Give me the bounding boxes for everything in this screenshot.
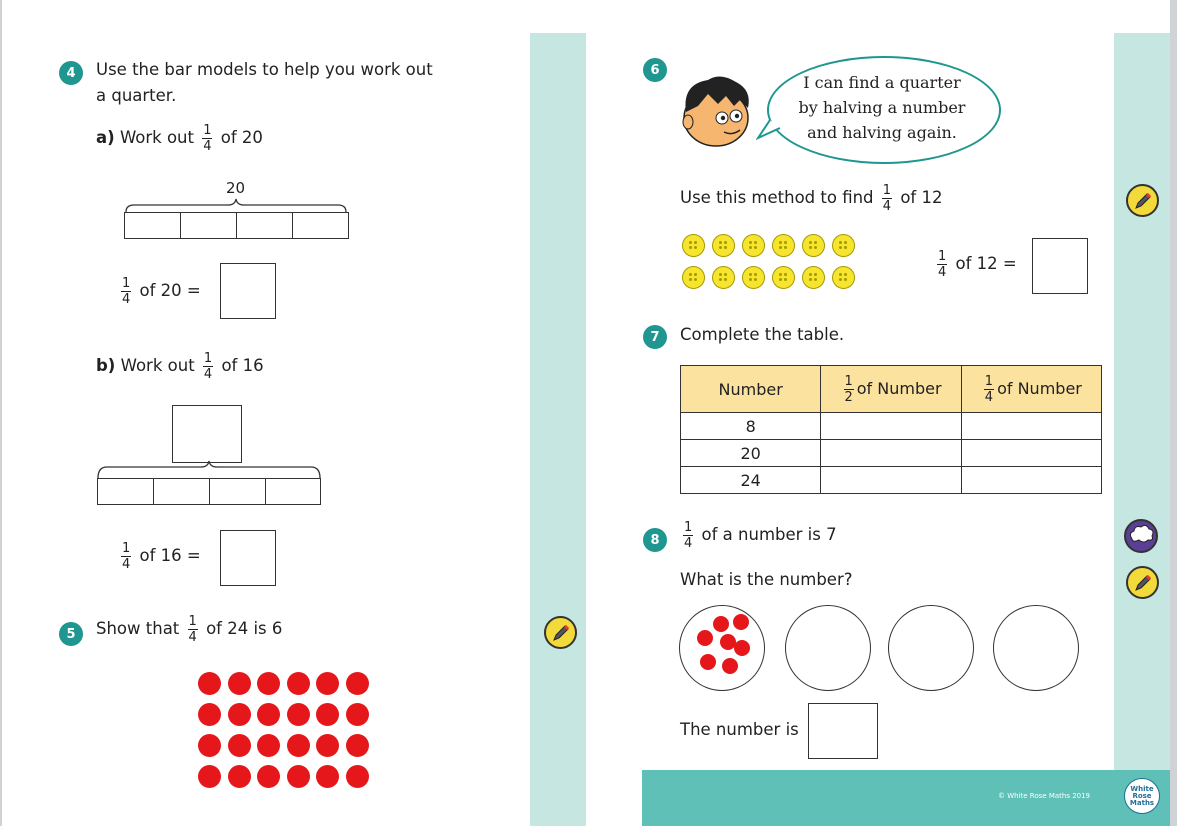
answer-box-4a[interactable] (220, 263, 276, 319)
button-counter (802, 234, 825, 257)
red-counter (198, 672, 221, 695)
button-counter (832, 234, 855, 257)
red-counter (198, 703, 221, 726)
question-4a-suffix: of 20 (220, 128, 263, 147)
question-7-instruction: Complete the table. (680, 325, 845, 344)
question-8-statement (680, 521, 837, 550)
red-counter (713, 616, 729, 632)
bar-model-a-total: 20 (226, 179, 246, 197)
pencil-icon (1126, 566, 1159, 599)
fraction-one-quarter: $\frac{1}{4}$ (122, 276, 131, 307)
table-cell-number: 8 (681, 413, 821, 440)
red-counter (257, 765, 280, 788)
red-counter (228, 703, 251, 726)
table-header-half: $\frac{1}{2}$ of Number (821, 366, 961, 413)
speech-bubble-text (775, 71, 989, 145)
red-counter (734, 640, 750, 656)
footer-band (642, 770, 1170, 826)
question-4b-answer-suffix: of 16 = (139, 546, 201, 565)
bar-model-a-part-4 (292, 212, 349, 239)
speech-line-1: I can find a quarter (803, 73, 961, 92)
table-header-number: Number (681, 366, 821, 413)
question-8-statement-suffix: of a number is 7 (701, 525, 837, 544)
question-4-instruction-line1: Use the bar models to help you work out (96, 60, 433, 79)
fraction-one-quarter: $\frac{1}{4}$ (203, 351, 213, 382)
red-counter (316, 734, 339, 757)
red-counter (733, 614, 749, 630)
question-6-prefix: Use this method to find (680, 188, 874, 207)
question-5-number: 5 (59, 622, 83, 646)
question-8-question: What is the number? (680, 570, 853, 589)
question-7-table (680, 365, 1102, 494)
pencil-icon (1126, 184, 1159, 217)
group-circle-4 (993, 605, 1079, 691)
question-4a-answer-label (118, 277, 201, 306)
table-cell-half-answer[interactable] (821, 413, 961, 440)
button-counter (832, 266, 855, 289)
table-cell-half-answer[interactable] (821, 440, 961, 467)
red-counter (346, 672, 369, 695)
bar-model-a-part-1 (124, 212, 181, 239)
question-6-suffix: of 12 (900, 188, 943, 207)
fraction-one-quarter: $\frac{1}{4}$ (188, 614, 197, 645)
red-counter (700, 654, 716, 670)
side-strip-right (1114, 33, 1170, 826)
red-counter (346, 703, 369, 726)
side-strip-left (530, 33, 586, 826)
red-counter (316, 703, 339, 726)
table-cell-quarter-answer[interactable] (961, 440, 1101, 467)
question-4b-prefix: Work out (120, 356, 195, 375)
red-counter (346, 734, 369, 757)
question-8-number: 8 (643, 528, 667, 552)
red-counter (287, 765, 310, 788)
red-counter (257, 703, 280, 726)
logo-line-2: Rose (1132, 791, 1152, 800)
table-row (681, 413, 1102, 440)
fraction-one-quarter: $\frac{1}{4}$ (882, 183, 892, 214)
table-row (681, 467, 1102, 494)
table-cell-number: 24 (681, 467, 821, 494)
red-counter (697, 630, 713, 646)
button-counter (682, 266, 705, 289)
bar-model-b-brace (95, 458, 325, 480)
speech-line-3: and halving again. (807, 122, 957, 142)
bar-model-a-part-2 (180, 212, 237, 239)
child-face-icon (680, 72, 754, 150)
red-counter (722, 658, 738, 674)
red-counter (228, 765, 251, 788)
red-counter (228, 734, 251, 757)
table-header-quarter: $\frac{1}{4}$ of Number (961, 366, 1101, 413)
red-counter (287, 672, 310, 695)
right-page (586, 0, 1170, 826)
fraction-one-quarter: $\frac{1}{4}$ (938, 249, 947, 280)
red-counter (287, 703, 310, 726)
question-5-text (96, 615, 282, 644)
question-4a-label: a) (96, 128, 115, 147)
button-counter (742, 266, 765, 289)
red-counter (198, 734, 221, 757)
question-6-instruction (680, 184, 942, 213)
question-4a-text (96, 124, 263, 153)
answer-box-8[interactable] (808, 703, 878, 759)
logo-line-3: Maths (1129, 798, 1155, 807)
table-cell-quarter-answer[interactable] (961, 467, 1101, 494)
question-4b-label: b) (96, 356, 116, 375)
red-counter (257, 672, 280, 695)
question-7-number: 7 (643, 325, 667, 349)
thinking-cloud-icon (1124, 519, 1158, 553)
answer-box-4b-total[interactable] (172, 405, 242, 463)
footer-copyright: © White Rose Maths 2019 (998, 792, 1091, 800)
fraction-one-quarter: $\frac{1}{4}$ (203, 123, 212, 154)
red-counter (198, 765, 221, 788)
question-4a-prefix: Work out (119, 128, 194, 147)
button-counter (682, 234, 705, 257)
red-counter (316, 672, 339, 695)
button-counter (802, 266, 825, 289)
bar-model-b-part-2 (153, 478, 210, 505)
question-4b-answer-label (118, 542, 201, 571)
group-circle-3 (888, 605, 974, 691)
question-6-answer-suffix: of 12 = (955, 254, 1017, 273)
question-4a-answer-suffix: of 20 = (139, 281, 201, 300)
table-cell-number: 20 (681, 440, 821, 467)
question-6-number: 6 (643, 58, 667, 82)
question-5-prefix: Show that (96, 619, 180, 638)
red-counter (316, 765, 339, 788)
red-counter (228, 672, 251, 695)
question-8-answer-label: The number is (680, 720, 799, 739)
button-counter (742, 234, 765, 257)
fraction-one-quarter: $\frac{1}{4}$ (122, 541, 131, 572)
fraction-one-quarter: $\frac{1}{4}$ (684, 520, 693, 551)
question-4-instruction-line2: a quarter. (96, 86, 177, 105)
left-page (2, 0, 586, 826)
red-counter (346, 765, 369, 788)
table-cell-half-answer[interactable] (821, 467, 961, 494)
pencil-icon (544, 616, 577, 649)
button-counter (772, 234, 795, 257)
red-counter (257, 734, 280, 757)
group-circle-2 (785, 605, 871, 691)
question-4b-suffix: of 16 (221, 356, 264, 375)
answer-box-6[interactable] (1032, 238, 1088, 294)
table-row (681, 440, 1102, 467)
red-counter (287, 734, 310, 757)
button-counter (772, 266, 795, 289)
button-counter (712, 234, 735, 257)
answer-box-4b[interactable] (220, 530, 276, 586)
table-cell-quarter-answer[interactable] (961, 413, 1101, 440)
question-5-suffix: of 24 is 6 (206, 619, 283, 638)
white-rose-logo (1124, 778, 1160, 814)
bar-model-a-part-3 (236, 212, 293, 239)
button-counter (712, 266, 735, 289)
bar-model-b-part-3 (209, 478, 266, 505)
logo-line-1: White (1130, 784, 1154, 793)
speech-line-2: by halving a number (798, 97, 966, 117)
question-4-number: 4 (59, 61, 83, 85)
question-6-answer-label (934, 250, 1017, 279)
bar-model-b-part-4 (265, 478, 321, 505)
bar-model-b-part-1 (97, 478, 154, 505)
question-4b-text (96, 352, 264, 381)
